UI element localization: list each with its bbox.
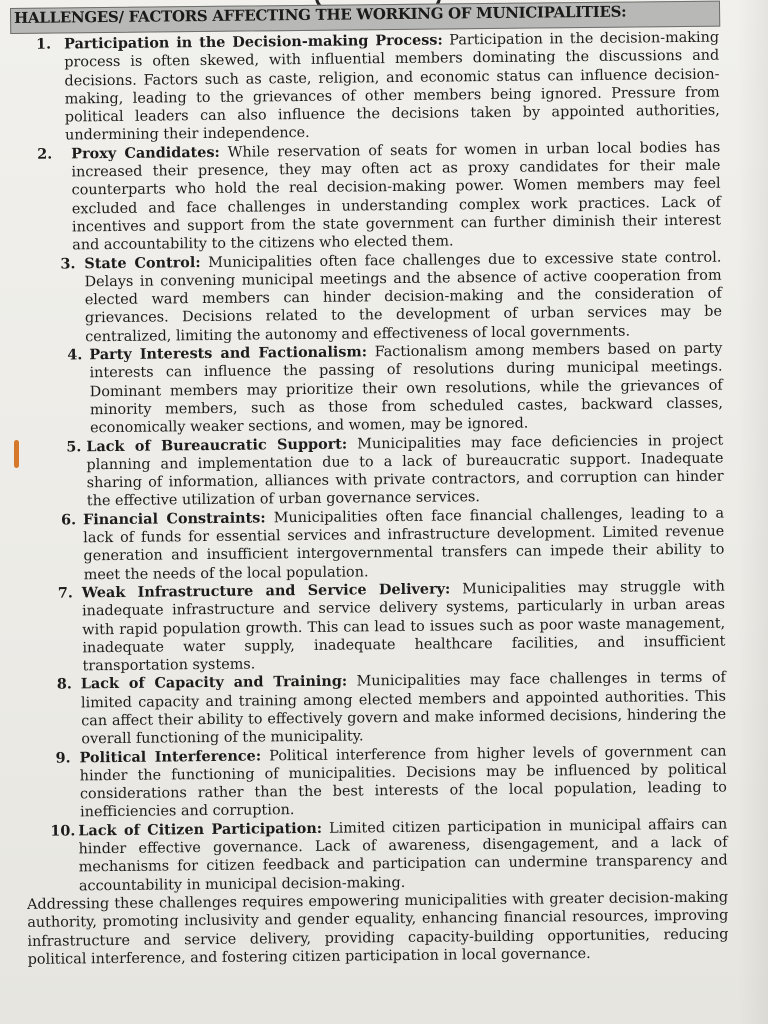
list-item [21, 669, 727, 750]
item-number: 9. [55, 749, 71, 767]
list-item [21, 742, 727, 823]
section-heading: HALLENGES/ FACTORS AFFECTING THE WORKING OF MUNICIPALITIES: [14, 2, 627, 27]
item-body: Municipalities may face challenges in terms of limited capacity and training among elected members and appointed authorities. This can affect their ability to effectively govern and make informed decisions, hindering the overall functioning of the municipality. [80, 669, 727, 748]
list-item [18, 431, 724, 512]
item-body: Limited citizen participation in municipal affairs can hinder effective governance. Lack of awareness, disengagement, and a lack of mechanisms for citizen feedback and participation can undermine transparency and accountability in municipal decision-making. [78, 816, 728, 895]
item-title: Proxy Candidates: [71, 143, 220, 163]
item-body: Municipalities may face deficiencies in project planning and implementation due to a lack of bureaucratic support. Inadequate sharing of information, alliances with private contractors, and corruption can hinder the effective utilization of urban governance services. [86, 432, 724, 510]
item-number: 8. [56, 675, 72, 693]
list-item [17, 340, 723, 439]
item-body: While reservation of seats for women in urban local bodies has increased their presence, they may often act as proxy candidates for their male counterparts who hold the real decision-making power. Women members may feel excluded and face challenges in understanding complex work practices. Lack of incentives and support from the state government can further diminish their interest and accountability to the citizens who elected them. [71, 139, 722, 254]
item-number: 7. [57, 584, 73, 602]
item-body: Municipalities often face challenges due to excessive state control. Delays in convening municipal meetings and the absence of active cooperation from elected ward members can hinder decision-making and the consideration of grievances. Decisions related to the development of urban services may be centralized, limiting the autonomy and effectiveness of local governments. [84, 249, 723, 346]
list-item [19, 504, 725, 585]
page-edge-shadow [738, 0, 768, 1024]
item-title: Participation in the Decision-making Process: [63, 31, 443, 53]
item-body: Municipalities may struggle with inadequate infrastructure and service delivery systems, particularly in urban areas with rapid population growth. This can lead to issues such as poor waste management, inadequate water supply, inadequate healthcare facilities, and insufficient transportation systems. [81, 578, 726, 675]
list-item [15, 138, 721, 255]
item-title: Lack of Citizen Participation: [78, 819, 323, 840]
item-number: 10. [50, 822, 76, 840]
list-item [16, 248, 722, 347]
item-title: Lack of Capacity and Training: [80, 672, 348, 693]
list-item [14, 29, 720, 146]
item-title: Financial Constraints: [82, 509, 266, 529]
item-title: Lack of Bureaucratic Support: [86, 435, 348, 455]
item-number: 2. [37, 145, 53, 163]
item-number: 4. [67, 346, 83, 364]
item-number: 5. [66, 437, 82, 456]
list-item [22, 815, 728, 896]
list-item [20, 577, 726, 676]
conclusion-paragraph: Addressing these challenges requires empowering municipalities with greater decision-making authority, promoting inclusivity and gender equality, enhancing financial resources, improving infrastructure and service delivery, providing capacity-building opportunities, reducing political interference, and fostering citizen participation in local governance. [27, 889, 729, 968]
item-number: 1. [35, 35, 52, 53]
item-title: Political Interference: [79, 747, 262, 766]
item-title: State Control: [84, 253, 201, 272]
item-body: Political interference from higher levels of government can hinder the functioning of municipalities. Decisions may be influenced by political considerations rather than the best interests of the local population, leading to inefficiencies and corruption. [79, 743, 727, 821]
item-body: Participation in the decision-making process is often skewed, with influential members dominating the discussions and decisions. Factors such as caste, religion, and economic status can influence decision-making, leading to the grievances of other members being ignored. Pressure from political leaders can also influence the decisions taken by appointed authorities, undermining their independence. [64, 29, 720, 144]
challenges-list [14, 29, 729, 969]
item-body: Factionalism among members based on party interests can influence the passing of resolutions during municipal meetings. Dominant members may prioritize their own resolutions, while the grievances of minority members, such as those from scheduled castes, backward classes, economically weaker sections, and women, may be ignored. [89, 340, 723, 437]
item-number: 6. [60, 511, 77, 529]
item-title: Party Interests and Factionalism: [89, 343, 368, 364]
item-title: Weak Infrastructure and Service Delivery: [81, 580, 451, 602]
item-number: 3. [60, 254, 76, 273]
item-body: Municipalities often face financial challenges, leading to a lack of funds for essential services and infrastructure development. Limited revenue generation and insufficient intergovernmental transfers can impede their ability to meet the needs of the local population. [83, 505, 725, 583]
